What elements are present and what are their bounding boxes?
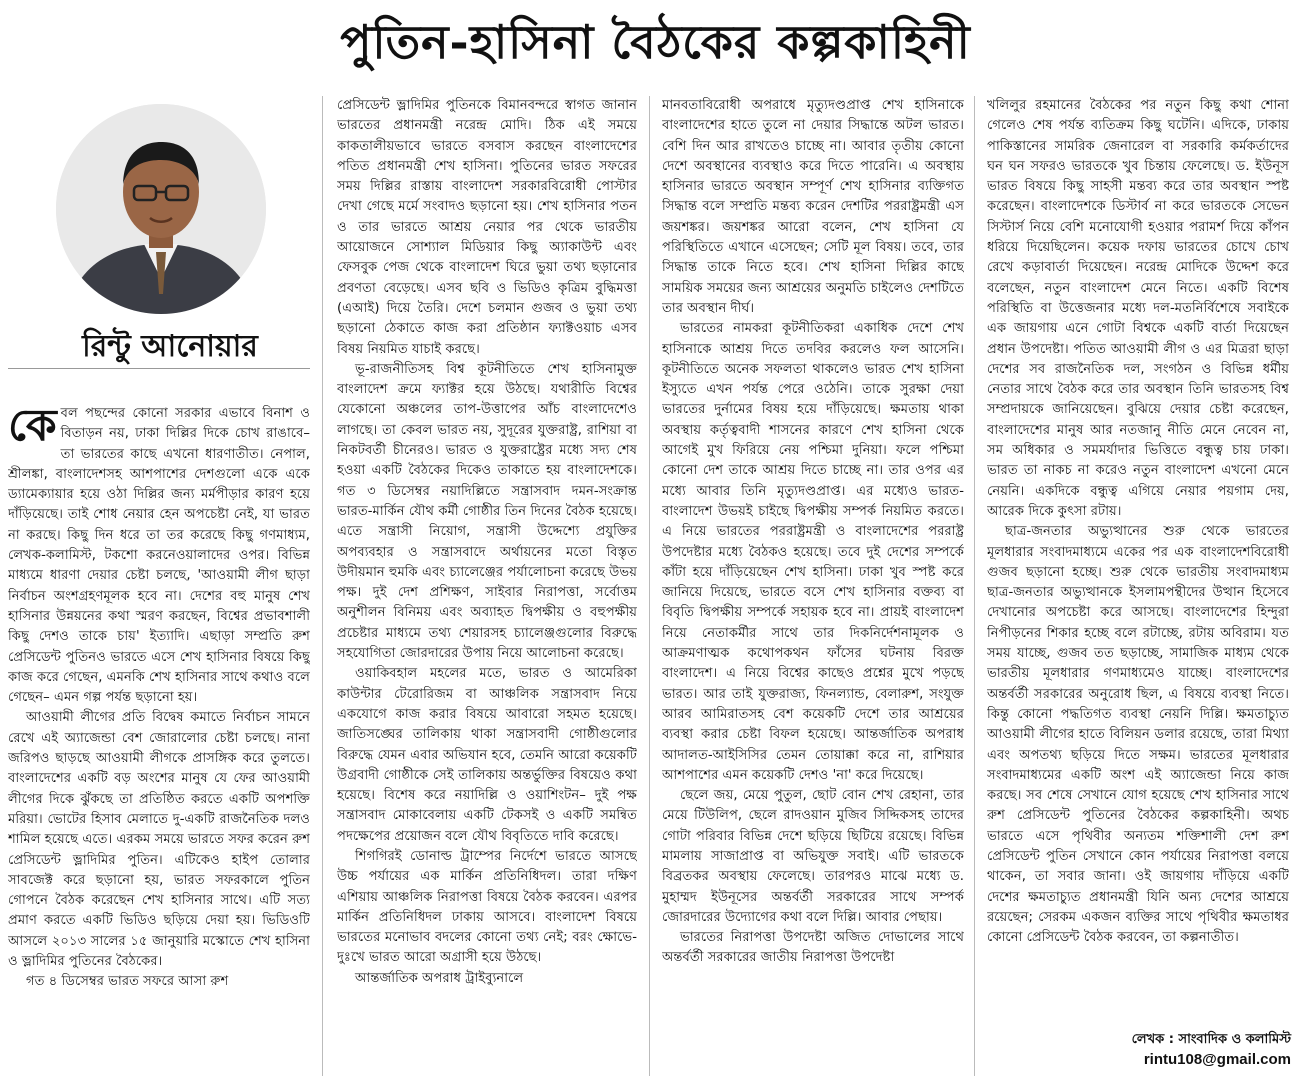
paragraph: আওয়ামী লীগের প্রতি বিদ্বেষ কমাতে নির্বাচন সামনে রেখে এই অ্যাজেন্ডা বেশ জোরালোর চেষ্টা চলছে। নানা জরিপও ছাড়ছে আওয়ামী লীগকে প্রাসঙ্গিক করে তুলতে। বাংলাদেশের একটি বড় অংশের মানুষ যে ফের আওয়ামী লীগের দিকে ঝুঁকছে তা প্রতিষ্ঠিত করতে একটি অপশক্তি মরিয়া। ভোটের হিসাব মেলাতে দু-একটি রাজনৈতিক দলও শামিল হয়েছে এতে। এরকম সময়ে ভারতে সফর করেন রুশ প্রেসিডেন্ট ভ্লাদিমির পুতিন। এটিকেও হাইপ তোলার সাবজেক্ট করে ছড়ানো হয়, ভারত সফরকালে পুতিন গোপনে বৈঠক করেছেন শেখ হাসিনার সাথে। এটি সত্য প্রমাণ করতে একটি ভিডিও ছড়িয়ে দেয়া হয়। ভিডিওটি আসলে ২০১৩ সালের ১৫ জানুয়ারি মস্কোতে শেখ হাসিনা ও ভ্লাদিমির পুতিনের বৈঠকের। xyxy=(8,710,310,970)
paragraph-lead xyxy=(8,404,310,708)
article-column-2 xyxy=(337,96,637,1076)
paragraph: শিগগিরই ডোনাল্ড ট্রাম্পের নির্দেশে ভারতে আসছে উচ্চ পর্যায়ের এক মার্কিন প্রতিনিধিদল। তারা দক্ষিণ এশিয়ায় আঞ্চলিক নিরাপত্তা বিষয়ে বৈঠক করবেন। এরপর মার্কিন প্রতিনিধিদল ঢাকায় আসবে। বাংলাদেশ বিষয়ে ভারতের মনোভাব বদলের কোনো তথ্য নেই; বরং ক্ষোভে-দুঃখে ভারত আরো অগ্রাসী হয়ে উঠছে। xyxy=(337,848,637,966)
column-divider xyxy=(322,96,323,1076)
paragraph: ছাত্র-জনতার অভ্যুত্থানের শুরু থেকে ভারতের মূলধারার সংবাদমাধ্যমে একের পর এক বাংলাদেশবিরোধী গুজব ছড়ানো হচ্ছে। শুরু থেকে ভারতীয় সংবাদমাধ্যম ছাত্র-জনতার অভ্যুত্থানকে ইসলামপন্থীদের উত্থান হিসেবে দেখানোর অপচেষ্টা করে আসছে। বাংলাদেশের হিন্দুরা নিপীড়নের শিকার হচ্ছে বলে রটাচ্ছে, রটায় অবিরাম। যত সময় যাচ্ছে, গুজব তত ছড়াচ্ছে, সামাজিক মাধ্যম থেকে ভারতীয় মূলধারার গণমাধ্যমেও যাচ্ছে। বাংলাদেশের অন্তর্বর্তী সরকারের অনুরোধ ছিল, এ বিষয়ে ব্যবস্থা নিতে। কিন্তু কোনো পদ্ধতিগত ব্যবস্থা নেয়নি দিল্লি। ক্ষমতাচ্যুত আওয়ামী লীগের হাতে বিলিয়ন ডলার রয়েছে, তারা মিথ্যা এবং অপতথ্য ছড়িয়ে দিতে সক্ষম। ভারতের মূলধারার সংবাদমাধ্যমের একটি অংশ এই অ্যাজেন্ডা নিয়ে কাজ করছে। সব শেষে সেখানে যোগ হয়েছে শেখ হাসিনার সাথে রুশ প্রেসিডেন্ট পুতিনের বৈঠকের কল্পকাহিনী। অথচ ভারতে এসে পৃথিবীর অন্যতম শক্তিশালী দেশ রুশ প্রেসিডেন্ট পুতিন সেখানে কোন পর্যায়ের নিরাপত্তা বলয়ে থাকেন, তা সবার জানা। ওই জায়গায় দাঁড়িয়ে একটি দেশের ক্ষমতাচ্যুত প্রধানমন্ত্রী যিনি অন্য দেশের আশ্রয়ে রয়েছেন; সেরকম একজন ব্যক্তির সাথে পৃথিবীর ক্ষমতাধর কোনো প্রেসিডেন্ট বৈঠক করবেন, তা কল্পনাতীত। xyxy=(987,524,1289,946)
article-column-4 xyxy=(987,96,1289,1031)
column-divider xyxy=(974,96,975,1076)
author-divider xyxy=(8,368,310,369)
paragraph: ওয়াকিবহাল মহলের মতে, ভারত ও আমেরিকা কাউন্টার টেরোরিজম বা আঞ্চলিক সন্ত্রাসবাদ নিয়ে একযোগে কাজ করার বিষয়ে আবারো সহমত হয়েছে। জাতিসঙ্ঘের তালিকায় থাকা সন্ত্রাসবাদী গোষ্ঠীগুলোর বিরুদ্ধে যেমন এবার অভিযান হবে, তেমনি আরো কয়েকটি উগ্রবাদী গোষ্ঠীকে সেই তালিকায় অন্তর্ভুক্তির বিষয়েও কথা হয়েছে। বিশেষ করে নয়াদিল্লি ও ওয়াশিংটন– দুই পক্ষ সন্ত্রাসবাদ মোকাবেলায় একটি টেকসই ও একটি সমন্বিত পদক্ষেপের প্রয়োজন বলে যৌথ বিবৃতিতে দাবি করেছে। xyxy=(337,666,637,844)
article-column-1 xyxy=(8,404,310,1076)
author-photo xyxy=(56,104,266,314)
paragraph: মানবতাবিরোধী অপরাধে মৃত্যুদণ্ডপ্রাপ্ত শেখ হাসিনাকে বাংলাদেশের হাতে তুলে না দেয়ার সিদ্ধান্তে অটল ভারত। বেশি দিন আর রাখতেও চাচ্ছে না। আবার তৃতীয় কোনো দেশে অবস্থানের ব্যবস্থাও করে দিতে পারেনি। এ অবস্থায় হাসিনার ভারতে অবস্থান সম্পূর্ণ শেখ হাসিনার ব্যক্তিগত সিদ্ধান্ত বলে সম্প্রতি মন্তব্য করেন দেশটির পররাষ্ট্রমন্ত্রী এস জয়শঙ্কর। জয়শঙ্কর আরো বলেন, শেখ হাসিনা যে পরিস্থিতিতে এখানে এসেছেন; সেটি মূল বিষয়। তবে, তার সিদ্ধান্ত তাকে নিতে হবে। শেখ হাসিনা দিল্লির কাছে সাময়িক সময়ের জন্য আশ্রয়ের অনুমতি চাইলেও দেশটিতে তার অবস্থান দীর্ঘ। xyxy=(662,98,964,316)
paragraph: ভারতের নিরাপত্তা উপদেষ্টা অজিত দোভালের সাথে অন্তর্বর্তী সরকারের জাতীয় নিরাপত্তা উপদেষ্টা xyxy=(662,930,964,966)
author-credit: লেখক : সাংবাদিক ও কলামিস্ট xyxy=(1131,1032,1291,1047)
headline: পুতিন-হাসিনা বৈঠকের কল্পকাহিনী xyxy=(340,15,971,69)
paragraph-text: বল পছন্দের কোনো সরকার এভাবে বিনাশ ও বিতাড়ন নয়, ঢাকা দিল্লির দিকে চোখ রাঙাবে– তা ভারতের কাছে এখনো ধারণাতীত। নেপাল, শ্রীলঙ্কা, বাংলাদেশসহ আশপাশের দেশগুলো একে একে ড্যামেক্যায়ার হয়ে ওঠা দিল্লির জন্য মর্মপীড়ার কারণ হয়ে দাঁড়িয়েছে। তাই শোধ নেয়ার হেন অপচেষ্টা নেই, যা ভারত না করছে। কিছু দিন ধরে তা তর করেছে কিছু গণমাধ্যম, লেখক-কলামিস্ট, টকশো করনেওয়ালাদের ওপর। বিভিন্ন মাধ্যমে ধারণা দেয়ার চেষ্টা চলছে, 'আওয়ামী লীগ ছাড়া নির্বাচন অংশগ্রহণমূলক হবে না। দেশের বহু মানুষ শেখ হাসিনার উন্নয়নের কথা স্মরণ করছেন, বিশ্বের প্রভাবশালী কিছু দেশও তাকে চায়' ইত্যাদি। এছাড়া সম্প্রতি রুশ প্রেসিডেন্ট পুতিনও ভারতে এসে শেখ হাসিনার বিষয়ে কিছু কাজ করে গেছেন, এমনকি শেখ হাসিনার সাথে কথাও বলে গেছেন– এমন গল্প পর্যন্ত ছড়ানো হয়। xyxy=(8,406,310,706)
author-email: rintu108@gmail.com xyxy=(1143,1051,1291,1068)
column-divider xyxy=(649,96,650,1076)
drop-cap: কে xyxy=(8,404,57,451)
paragraph: খলিলুর রহমানের বৈঠকের পর নতুন কিছু কথা শোনা গেলেও শেষ পর্যন্ত ব্যতিক্রম কিছু ঘটেনি। এদিকে, ঢাকায় পাকিস্তানের সামরিক জেনারেল বা সরকারি কর্মকর্তাদের ঘন ঘন সফরও ভারতকে খুব চিন্তায় ফেলেছে। ড. ইউনূস ভারত বিষয়ে কিছু সাহসী মন্তব্য করে তার অবস্থান স্পষ্ট করেছেন। বাংলাদেশকে ডিস্টার্ব না করে ভারতকে সেভেন সিস্টার্স নিয়ে বেশি মনোযোগী হওয়ার পরামর্শ দিয়ে কাঁপন ধরিয়ে দিয়েছিলেন। কয়েক দফায় ভারতের চোখে চোখ রেখে কড়াবার্তা দিয়েছেন। নরেন্দ্র মোদিকে উদ্দেশ করে বলেছেন, নতুন বাংলাদেশ মেনে নিতে। একটি বিশেষ পরিস্থিতি বা উত্তেজনার মধ্যে দল-মতনির্বিশেষে সবাইকে এক জায়গায় এনে গোটা বিশ্বকে একটি বার্তা দিয়েছেন প্রধান উপদেষ্টা। পতিত আওয়ামী লীগ ও এর মিত্ররা ছাড়া দেশের সব রাজনৈতিক দল, সংগঠন ও বিভিন্ন ধর্মীয় নেতার সাথে বৈঠক করে তার অবস্থান তিনি ভারতসহ বিশ্ব সম্প্রদায়কে জানিয়েছেন। বুঝিয়ে দেয়ার চেষ্টা করেছেন, বাংলাদেশের মানুষ আর নতজানু নীতি মেনে নেবেন না, সম অধিকার ও সমমর্যাদার ভিত্তিতে বন্ধুত্ব চায় ঢাকা। ভারত তা নাকচ না করেও নতুন বাংলাদেশ এখনো মেনে নেয়নি। একদিকে বন্ধুত্ব এগিয়ে নেয়ার পয়গাম দেয়, আরেক দিকে কুৎসা রটায়। xyxy=(987,98,1289,519)
paragraph: ভারতের নামকরা কূটনীতিকরা একাধিক দেশে শেখ হাসিনাকে আশ্রয় দিতে তদবির করলেও ফল আসেনি। কূটনীতিতে অনেক সফলতা থাকলেও ভারত শেখ হাসিনা ইস্যুতে এখন পর্যন্ত পেরে ওঠেনি। তাকে সুরক্ষা দেয়া ভারতের দুর্নামের বিষয় হয়ে দাঁড়িয়েছে। ক্ষমতায় থাকা অবস্থায় কর্তৃত্ববাদী শাসনের কারণে শেখ হাসিনা থেকে আগেই মুখ ফিরিয়ে নেয় পশ্চিমা দুনিয়া। ফলে পশ্চিমা কোনো দেশ তাকে আশ্রয় দিতে চাচ্ছে না। তার ওপর এর মধ্যে আবার তিনি মৃত্যুদণ্ডপ্রাপ্ত। এর মধ্যেও ভারত-বাংলাদেশ উভয়ই চাইছে দ্বিপক্ষীয় সম্পর্ক নিয়মিত করতে। এ নিয়ে ভারতের পররাষ্ট্রমন্ত্রী ও বাংলাদেশের পররাষ্ট্র উপদেষ্টার মধ্যে বৈঠকও হয়েছে। তবে দুই দেশের সম্পর্কে কাঁটা হয়ে দাঁড়িয়েছেন শেখ হাসিনা। ঢাকা খুব স্পষ্ট করে জানিয়ে দিয়েছে, ভারতে বসে শেখ হাসিনার বক্তব্য বা বিবৃতি দ্বিপক্ষীয় সম্পর্কে সহায়ক হবে না। প্রায়ই বাংলাদেশ নিয়ে নেতাকর্মীর সাথে তার দিকনির্দেশনামূলক ও আক্রমণাত্মক কথোপকথন ফাঁসের ঘটনায় বিরক্ত বাংলাদেশ। এ নিয়ে বিশ্বের কাছেও প্রশ্নের মুখে পড়ছে ভারত। আর তাই যুক্তরাজ্য, ফিনল্যান্ড, বেলারুশ, সংযুক্ত আরব আমিরাতসহ বেশ কয়েকটি দেশে তার আশ্রয়ের ব্যবস্থা করার চেষ্টা বিফল হয়েছে। আন্তর্জাতিক অপরাধ আদালত-আইসিসির তেমন তোয়াক্কা করে না, রাশিয়ার আশপাশের এমন কয়েকটি দেশও 'না' করে দিয়েছে। xyxy=(662,321,964,783)
paragraph: ভূ-রাজনীতিসহ বিশ্ব কূটনীতিতে শেখ হাসিনামুক্ত বাংলাদেশ ক্রমে ফ্যাক্টর হয়ে উঠছে। যথারীতি বিশ্বের যেকোনো অঞ্চলের তাপ-উত্তাপের আঁচ বাংলাদেশেও লাগছে। তা কেবল ভারত নয়, সুদূরের যুক্তরাষ্ট্র, রাশিয়া বা নিকটবর্তী চীনেরও। ভারত ও যুক্তরাষ্ট্রের মধ্যে সদ্য শেষ হওয়া একটি বৈঠকের দিকেও তাকাতে হয় বাংলাদেশকে। গত ৩ ডিসেম্বর নয়াদিল্লিতে সন্ত্রাসবাদ দমন-সংক্রান্ত ভারত-মার্কিন যৌথ কর্মী গোষ্ঠীর তিন দিনের বৈঠক হয়েছে। এতে সন্ত্রাসী নিয়োগ, সন্ত্রাসী উদ্দেশ্যে প্রযুক্তির অপব্যবহার ও সন্ত্রাসবাদে অর্থায়নের মতো বিস্তৃত উদীয়মান হুমকি এবং চ্যালেঞ্জের পর্যালোচনা করেছে উভয় পক্ষ। দুই দেশ প্রশিক্ষণ, সাইবার নিরাপত্তা, সর্বোত্তম অনুশীলন বিনিময় এবং অব্যাহত দ্বিপক্ষীয় ও বহুপক্ষীয় প্রচেষ্টার মাধ্যমে তথ্য শেয়ারসহ চ্যালেঞ্জগুলোর বিরুদ্ধে সহযোগিতা জোরদারের উপায় নিয়ে আলোচনা করেছে। xyxy=(337,361,637,662)
paragraph: আন্তর্জাতিক অপরাধ ট্রাইব্যুনালে xyxy=(355,970,524,986)
paragraph: ছেলে জয়, মেয়ে পুতুল, ছোট বোন শেখ রেহানা, তার মেয়ে টিউলিপ, ছেলে রাদওয়ান মুজিব সিদ্দিকসহ তাদের গোটা পরিবার বিভিন্ন দেশে ছড়িয়ে ছিটিয়ে রয়েছে। বিভিন্ন মামলায় সাজাপ্রাপ্ত বা অভিযুক্ত সবাই। এটি ভারতকে বিব্রতকর অবস্থায় ফেলেছে। তারপরও মাঝে মধ্যে ড. মুহাম্মদ ইউনূসের অন্তর্বর্তী সরকারের সাথে সম্পর্ক জোরদারের উদ্যোগের কথা বলে দিল্লি। আবার পেছায়। xyxy=(662,788,964,925)
paragraph: গত ৪ ডিসেম্বর ভারত সফরে আসা রুশ xyxy=(26,974,229,990)
author-portrait-illustration xyxy=(56,104,266,314)
paragraph: প্রেসিডেন্ট ভ্লাদিমির পুতিনকে বিমানবন্দরে স্বাগত জানান ভারতের প্রধানমন্ত্রী নরেন্দ্র মোদি। ঠিক এই সময়ে কাকতালীয়ভাবে ভারতে বসবাস করছেন বাংলাদেশের পতিত প্রধানমন্ত্রী শেখ হাসিনা। পুতিনের ভারত সফরের সময় দিল্লির রাস্তায় বাংলাদেশ সরকারবিরোধী পোস্টার দেখা গেছে মর্মে সংবাদও ছড়ানো হয়। শেখ হাসিনার পতন ও তার ভারতে আশ্রয় নেয়ার পর থেকে ভারতীয় আয়োজনে সোশ্যাল মিডিয়ার কিছু অ্যাকাউন্ট এবং ফেসবুক পেজ থেকে বাংলাদেশ ঘিরে ভুয়া তথ্য ছড়ানোর প্রবণতা বেড়েছে। এসব ছবি ও ভিডিও কৃত্রিম বুদ্ধিমত্তা (এআই) দিয়ে তৈরি। দেশে চলমান গুজব ও ভুয়া তথ্য ছড়ানো ঠেকাতে কাজ করা প্রতিষ্ঠান ফ্যাক্টওয়াচ এসব বিষয় নিয়মিত যাচাই করছে। xyxy=(337,98,637,357)
article-column-3 xyxy=(662,96,964,1076)
author-name: রিন্টু আনোয়ার xyxy=(82,329,258,364)
